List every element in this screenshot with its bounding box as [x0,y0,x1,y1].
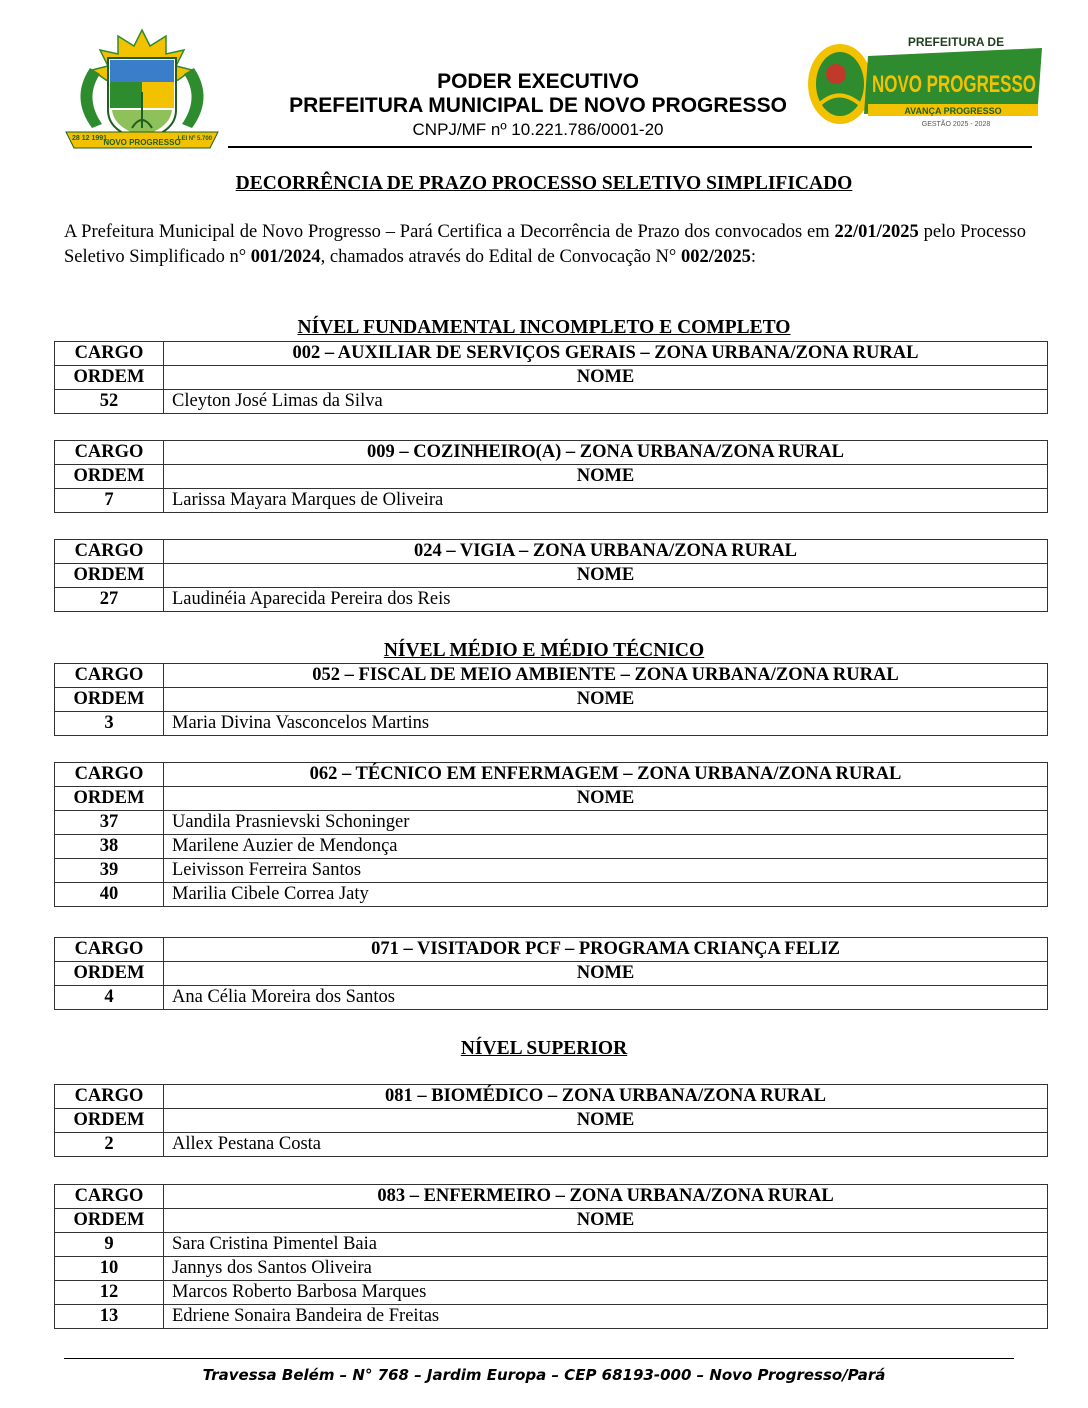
table-row [55,489,1048,513]
cargo-label: CARGO [55,763,164,787]
cargo-table [54,762,1048,907]
cargo-label: CARGO [55,664,164,688]
nome-header: NOME [164,787,1048,811]
ordem-cell: 13 [55,1305,164,1329]
edital-number: 002/2025 [680,246,751,267]
cargo-row [55,1085,1048,1109]
table-row [55,883,1048,907]
ordem-cell: 9 [55,1233,164,1257]
cargo-table [54,1084,1048,1157]
convocation-date: 22/01/2025 [834,222,919,242]
nome-cell: Marilia Cibele Correa Jaty [164,883,1048,907]
nome-cell: Leivisson Ferreira Santos [164,859,1048,883]
cargo-row [55,441,1048,465]
crest-date-left: 28 12 1991 [72,135,108,142]
cargo-label: CARGO [55,1185,164,1209]
nome-cell: Edriene Sonaira Bandeira de Freitas [164,1305,1048,1329]
footer-address: Travessa Belém – N° 768 – Jardim Europa – CEP 68193-000 – Novo Progresso/Pará [202,1366,886,1384]
table-row [55,859,1048,883]
cargo-table [54,937,1048,1010]
header-divider [228,146,1032,148]
ordem-cell: 2 [55,1133,164,1157]
header-row [55,1209,1048,1233]
table-row [55,835,1048,859]
municipal-coat-of-arms-icon [62,28,222,150]
nome-header: NOME [164,962,1048,986]
header-row [55,1109,1048,1133]
table-row [55,1233,1048,1257]
cargo-table [54,440,1048,513]
brand-slogan-text: AVANÇA PROGRESSO [904,106,1002,116]
nome-cell: Maria Divina Vasconcelos Martins [164,712,1048,736]
ordem-cell: 27 [55,588,164,612]
footer-divider [64,1358,1014,1359]
cargo-title: 083 – ENFERMEIRO – ZONA URBANA/ZONA RURAL [164,1185,1048,1209]
intro-text-1: A Prefeitura Municipal de Novo Progresso – Pará Certifica a Decorrência de Prazo dos convocados em [64,222,835,242]
intro-paragraph [64,220,1026,269]
table-row [55,811,1048,835]
ordem-header: ORDEM [55,1109,164,1133]
ordem-cell: 38 [55,835,164,859]
table-row [55,588,1048,612]
cnpj-line: CNPJ/MF nº 10.221.786/0001-20 [412,120,664,139]
table-row [55,1133,1048,1157]
ordem-cell: 39 [55,859,164,883]
crest-date-right: LEI Nº 5.700 [177,136,212,142]
letterhead-text [230,70,846,141]
ordem-header: ORDEM [55,688,164,712]
ordem-header: ORDEM [55,962,164,986]
table-row [55,712,1048,736]
nome-cell: Cleyton José Limas da Silva [164,390,1048,414]
header-row [55,688,1048,712]
header-row [55,564,1048,588]
section-title-fundamental: NÍVEL FUNDAMENTAL INCOMPLETO E COMPLETO [297,317,791,338]
cargo-row [55,938,1048,962]
ordem-cell: 12 [55,1281,164,1305]
ordem-cell: 52 [55,390,164,414]
table-row [55,390,1048,414]
intro-text-4: : [750,246,756,267]
brand-term-text: GESTÃO 2025 - 2028 [921,121,991,128]
nome-cell: Marcos Roberto Barbosa Marques [164,1281,1048,1305]
section-title-superior: NÍVEL SUPERIOR [460,1038,628,1059]
crest-banner: NOVO PROGRESSO [103,138,181,147]
nome-cell: Ana Célia Moreira dos Santos [164,986,1048,1010]
ordem-cell: 10 [55,1257,164,1281]
novo-progresso-logo-icon [806,34,1046,130]
ordem-cell: 37 [55,811,164,835]
nome-header: NOME [164,465,1048,489]
process-number: 001/2024 [250,246,321,267]
ordem-cell: 4 [55,986,164,1010]
section-title-medio: NÍVEL MÉDIO E MÉDIO TÉCNICO [383,640,705,661]
header-row [55,366,1048,390]
header-row [55,465,1048,489]
nome-cell: Sara Cristina Pimentel Baia [164,1233,1048,1257]
cargo-label: CARGO [55,938,164,962]
ordem-header: ORDEM [55,465,164,489]
table-row [55,1281,1048,1305]
nome-header: NOME [164,564,1048,588]
cargo-title: 009 – COZINHEIRO(A) – ZONA URBANA/ZONA RURAL [164,441,1048,465]
cargo-label: CARGO [55,1085,164,1109]
cargo-table [54,539,1048,612]
cargo-table [54,663,1048,736]
cargo-table [54,341,1048,414]
cargo-row [55,664,1048,688]
table-row [55,1305,1048,1329]
ordem-header: ORDEM [55,366,164,390]
cargo-label: CARGO [55,540,164,564]
ordem-header: ORDEM [55,1209,164,1233]
document-title: DECORRÊNCIA DE PRAZO PROCESSO SELETIVO SIMPLIFICADO [235,173,853,194]
ordem-header: ORDEM [55,564,164,588]
intro-text-3: , chamados através do Edital de Convocação N° [320,246,681,267]
cargo-title: 002 – AUXILIAR DE SERVIÇOS GERAIS – ZONA URBANA/ZONA RURAL [164,342,1048,366]
cargo-title: 071 – VISITADOR PCF – PROGRAMA CRIANÇA FELIZ [164,938,1048,962]
table-row [55,1257,1048,1281]
cargo-title: 062 – TÉCNICO EM ENFERMAGEM – ZONA URBANA/ZONA RURAL [164,763,1048,787]
cargo-table [54,1184,1048,1329]
nome-cell: Uandila Prasnievski Schoninger [164,811,1048,835]
header-row [55,962,1048,986]
ordem-cell: 40 [55,883,164,907]
nome-cell: Marilene Auzier de Mendonça [164,835,1048,859]
cargo-title: 024 – VIGIA – ZONA URBANA/ZONA RURAL [164,540,1048,564]
intro-text-2: pelo Processo Seletivo Simplificado n° [64,222,1027,267]
table-row [55,986,1048,1010]
cargo-row [55,342,1048,366]
nome-header: NOME [164,1209,1048,1233]
executive-power-heading: PODER EXECUTIVO [437,70,639,93]
nome-cell: Jannys dos Santos Oliveira [164,1257,1048,1281]
nome-cell: Larissa Mayara Marques de Oliveira [164,489,1048,513]
header-row [55,787,1048,811]
cargo-row [55,1185,1048,1209]
ordem-cell: 3 [55,712,164,736]
nome-cell: Allex Pestana Costa [164,1133,1048,1157]
cargo-row [55,540,1048,564]
nome-cell: Laudinéia Aparecida Pereira dos Reis [164,588,1048,612]
nome-header: NOME [164,1109,1048,1133]
nome-header: NOME [164,688,1048,712]
brand-top-text: PREFEITURA DE [907,35,1005,49]
cargo-label: CARGO [55,441,164,465]
brand-main-text: NOVO PROGRESSO [872,71,1036,98]
cargo-row [55,763,1048,787]
letterhead [0,0,1088,160]
cargo-title: 081 – BIOMÉDICO – ZONA URBANA/ZONA RURAL [164,1085,1048,1109]
nome-header: NOME [164,366,1048,390]
cargo-label: CARGO [55,342,164,366]
cargo-title: 052 – FISCAL DE MEIO AMBIENTE – ZONA URBANA/ZONA RURAL [164,664,1048,688]
ordem-header: ORDEM [55,787,164,811]
ordem-cell: 7 [55,489,164,513]
city-hall-heading: PREFEITURA MUNICIPAL DE NOVO PROGRESSO [289,94,787,117]
